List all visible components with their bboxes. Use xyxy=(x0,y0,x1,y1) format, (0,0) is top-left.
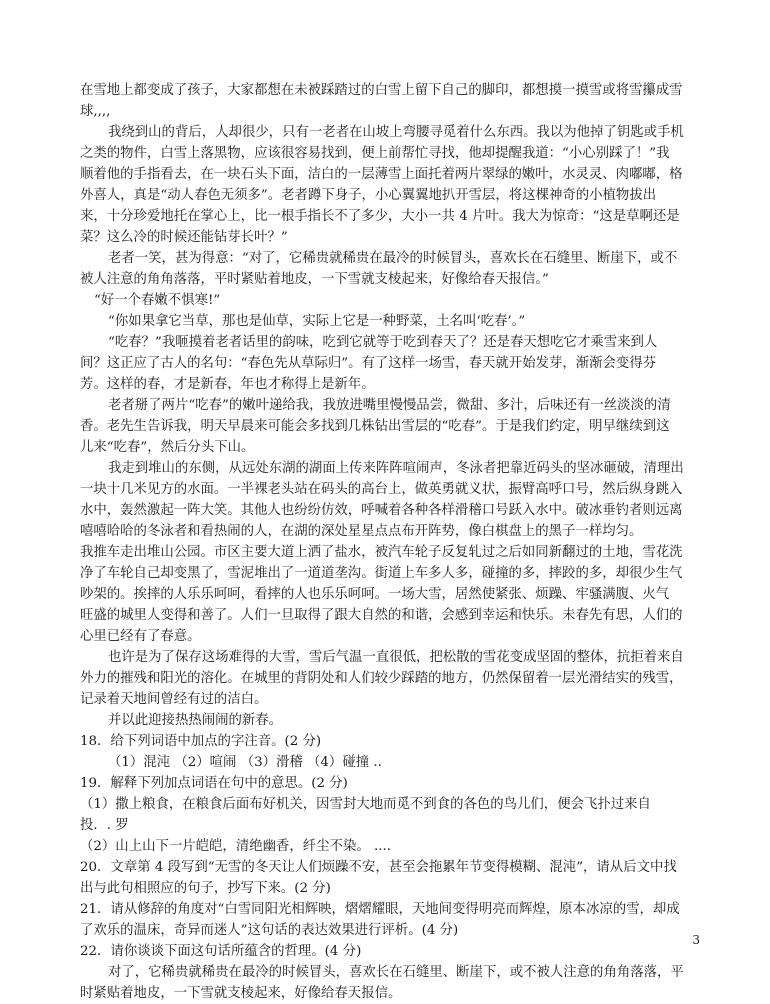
text-line: “你如果拿它当草，那也是仙草，实际上它是一种野菜，土名叫‘吃春’。” xyxy=(108,314,526,329)
text-line: 一块十几米见方的水面。一半裸老头站在码头的高台上，做英勇就义状，振臂高呼口号，然后纵身跳入 xyxy=(80,482,683,497)
text-line: 记录着天地间曾经有过的洁白。 xyxy=(80,692,268,707)
text-line: 投．. 罗 xyxy=(80,818,129,833)
text-line: （1）撒上粮食，在粮食后面布好机关，因雪封大地而觅不到食的各色的鸟儿们，便会飞扑过来自 xyxy=(80,797,651,812)
text-line: （1）混沌 （2）喧闹 （3）滑稽 （4）碰撞 .. xyxy=(108,755,382,770)
text-line: 儿来“吃春”，然后分头下山。 xyxy=(80,440,255,455)
text-line: 被人注意的角角落落，平时紧贴着地皮，一下雪就支棱起来，好像给春天报信。” xyxy=(80,272,549,287)
text-line: 老者一笑，甚为得意：“对了，它稀贵就稀贵在最冷的时候冒头，喜欢长在石缝里、断崖下，或不 xyxy=(108,251,678,266)
text-line: 我走到堆山的东侧，从远处东湖的湖面上传来阵阵喧闹声，冬泳者把靠近码头的坚冰砸破，清理出 xyxy=(108,461,684,476)
text-line: 来，十分珍爱地托在掌心上，比一根手指长不了多少，大小一共 4 片叶。我大为惊奇：“这是草啊还是 xyxy=(80,209,680,224)
text-line: 时紧贴着地皮，一下雪就支棱起来，好像给春天报信。 xyxy=(80,986,402,1001)
text-line: 顺着他的手指看去，在一块石头下面，洁白的一层薄雪上面托着两片翠绿的嫩叶，水灵灵、肉嘟嘟，格 xyxy=(80,167,683,182)
text-line: 20．文章第 4 段写到“无雪的冬天让人们烦躁不安，甚至会拖累年节变得模糊、混沌”，请从后文中找 xyxy=(80,860,677,875)
text-line: 22．请你谈谈下面这句话所蕴含的哲理。(4 分) xyxy=(80,944,362,959)
text-line: 球,,,, xyxy=(80,104,111,119)
text-line: 水中，轰然激起一阵大笑。其他人也纷纷仿效，呼喊着各种各样滑稽口号跃入水中。破冰垂钓者则远离 xyxy=(80,503,683,518)
text-line: 间？这正应了古人的名句：“春色先从草际归”。有了这样一场雪，春天就开始发芽，渐渐会变得芬 xyxy=(80,356,657,371)
text-line: 香。老先生告诉我，明天早晨来可能会多找到几株钻出雪层的“吃春”。于是我们约定，明早继续到这 xyxy=(80,419,670,434)
text-line: 我推车走出堆山公园。市区主要大道上洒了盐水，被汽车轮子反复轧过之后如同新翻过的土地，雪花洗 xyxy=(80,545,683,560)
text-line: 19．解释下列加点词语在句中的意思。(2 分) xyxy=(80,776,348,791)
text-line: “好一个春嫩不惧寒!” xyxy=(94,293,221,308)
text-line: 外喜人，真是“动人春色无须多”。老者蹲下身子，小心翼翼地扒开雪层，将这棵神奇的小植物拔出 xyxy=(80,188,657,203)
text-line: 外力的摧残和阳光的溶化。在城里的背阴处和人们较少踩踏的地方，仍然保留着一层光滑结实的残雪， xyxy=(80,671,683,686)
document-body xyxy=(80,80,700,1004)
text-line: 了欢乐的温床，奇异而迷人”这句话的表达效果进行评析。(4 分) xyxy=(80,923,459,938)
text-line: 出与此句相照应的句子，抄写下来。(2 分) xyxy=(80,881,331,896)
text-line: 对了，它稀贵就稀贵在最冷的时候冒头，喜欢长在石缝里、断崖下，或不被人注意的角角落落，平 xyxy=(108,965,684,980)
text-line: 菜？这么冷的时候还能钻芽长叶？” xyxy=(80,230,288,245)
text-line: 净了车轮自己却变黑了，雪泥堆出了一道道垄沟。街道上车多人多，碰撞的多，摔跤的多，却很少生气 xyxy=(80,566,683,581)
text-line: 在雪地上都变成了孩子，大家都想在未被踩踏过的白雪上留下自己的脚印，都想摸一摸雪或将雪攥成雪 xyxy=(80,83,683,98)
text-line: 嘻嘻哈哈的冬泳者和看热闹的人，在湖的深处星星点点布开阵势，像白棋盘上的黑子一样均匀。 xyxy=(80,524,643,539)
text-line: 芳。这样的春，才是新春，年也才称得上是新年。 xyxy=(80,377,375,392)
text-line: 吵架的。挨摔的人乐乐呵呵，看摔的人也乐乐呵呵。一场大雪，居然使紧张、烦躁、牢骚满腹、火气 xyxy=(80,587,670,602)
text-line: 老者掰了两片“吃春”的嫩叶递给我，我放进嘴里慢慢品尝，微甜、多汁，后味还有一丝淡淡的清 xyxy=(108,398,671,413)
text-line: 我绕到山的背后，人却很少，只有一老者在山坡上弯腰寻觅着什么东西。我以为他掉了钥匙或手机 xyxy=(108,125,684,140)
text-line: 21．请从修辞的角度对“白雪同阳光相辉映，熠熠耀眼，天地间变得明亮而辉煌，原本冰凉的雪，却成 xyxy=(80,902,680,917)
text-line: 之类的物件，白雪上落黑物，应该很容易找到，便上前帮忙寻找，他却提醒我道：“小心别踩了！”我 xyxy=(80,146,670,161)
text-line: 18．给下列词语中加点的字注音。(2 分) xyxy=(80,734,322,749)
text-line: 并以此迎接热热闹闹的新春。 xyxy=(108,713,283,728)
page-number: 3 xyxy=(692,933,700,947)
text-line: 也许是为了保存这场难得的大雪，雪后气温一直很低，把松散的雪花变成坚固的整体，抗拒着来自 xyxy=(108,650,684,665)
text-line: 心里已经有了春意。 xyxy=(80,629,201,644)
text-line: “吃春？”我咂摸着老者话里的韵味，吃到它就等于吃到春天了？还是春天想吃它才乘雪来到人 xyxy=(108,335,658,350)
text-line: 旺盛的城里人变得和善了。人们一旦取得了跟大自然的和谐，会感到幸运和快乐。未春先有思，人们的 xyxy=(80,608,683,623)
text-line: （2）山上山下一片皑皑，清绝幽香，纤尘不染。 .... xyxy=(80,839,392,854)
